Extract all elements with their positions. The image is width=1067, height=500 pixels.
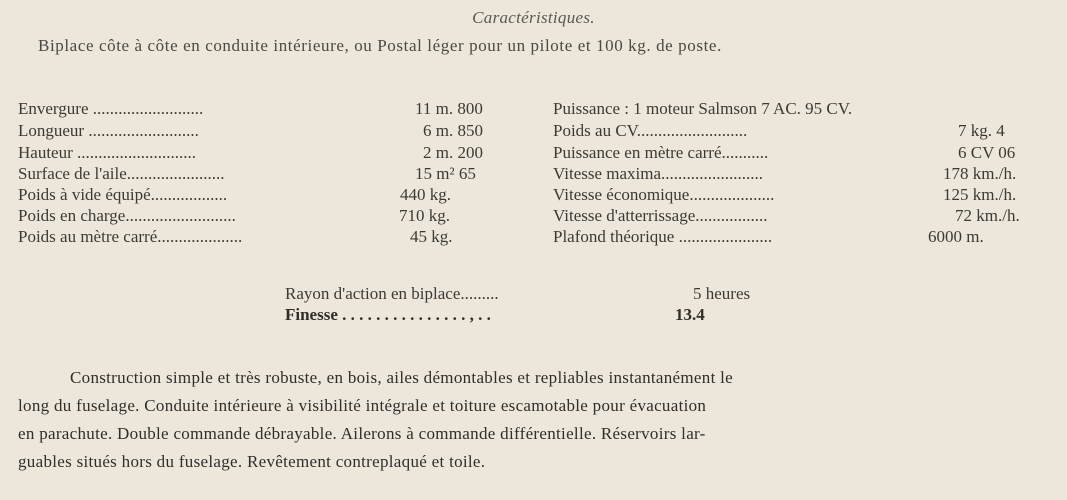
spec-label: Surface de l'aile....................... [18,164,225,183]
performance-row [285,284,885,306]
spec-label: Poids au CV.......................... [553,121,748,140]
spec-value: 72 km./h. [955,206,1020,225]
performance-value: 5 heures [693,284,751,303]
spec-label: Longueur .......................... [18,121,199,140]
spec-value: 125 km./h. [943,185,1017,204]
spec-value: 6 m. 850 [423,121,483,140]
spec-value: 11 m. 800 [415,99,483,118]
spec-value: 2 m. 200 [423,143,483,162]
description-line: Construction simple et très robuste, en bois, ailes démontables et repliables instantanément le [70,368,734,387]
spec-label: Vitesse maxima........................ [553,164,764,183]
spec-label: Puissance en mètre carré........... [553,143,769,162]
spec-value: 6000 m. [928,227,984,246]
spec-label: Plafond théorique ...................... [553,227,773,246]
spec-label: Vitesse économique.................... [553,185,775,204]
spec-label: Puissance : 1 moteur Salmson 7 AC. 95 CV. [553,99,853,118]
description-line: guables situés hors du fuselage. Revêtement contreplaqué et toile. [18,452,486,471]
spec-label: Hauteur ............................ [18,143,197,162]
spec-value: 45 kg. [410,227,453,246]
aircraft-summary: Biplace côte à côte en conduite intérieure, ou Postal léger pour un pilote et 100 kg. de poste. [38,36,722,55]
performance-row [285,305,885,327]
performance-value: 13.4 [675,305,705,324]
spec-value: 15 m² 65 [415,164,476,183]
spec-value: 440 kg. [400,185,451,204]
description-line: long du fuselage. Conduite intérieure à visibilité intégrale et toiture escamotable pour évacuation [18,396,707,415]
spec-value: 178 km./h. [943,164,1017,183]
spec-value: 6 CV 06 [958,143,1016,162]
section-heading: Caractéristiques. [472,8,595,27]
construction-description [18,364,1048,476]
description-line: en parachute. Double commande débrayable. Ailerons à commande différentielle. Réservoirs lar- [18,424,706,443]
spec-value: 710 kg. [399,206,450,225]
spec-value: 7 kg. 4 [958,121,1005,140]
performance-label: Rayon d'action en biplace......... [285,284,499,303]
spec-label: Poids en charge.......................... [18,206,236,225]
spec-label: Poids au mètre carré.................... [18,227,243,246]
spec-label: Envergure .......................... [18,99,204,118]
spec-label: Poids à vide équipé.................. [18,185,228,204]
performance-label: Finesse . . . . . . . . . . . . . . . , . . [285,305,491,324]
spec-label: Vitesse d'atterrissage................. [553,206,768,225]
